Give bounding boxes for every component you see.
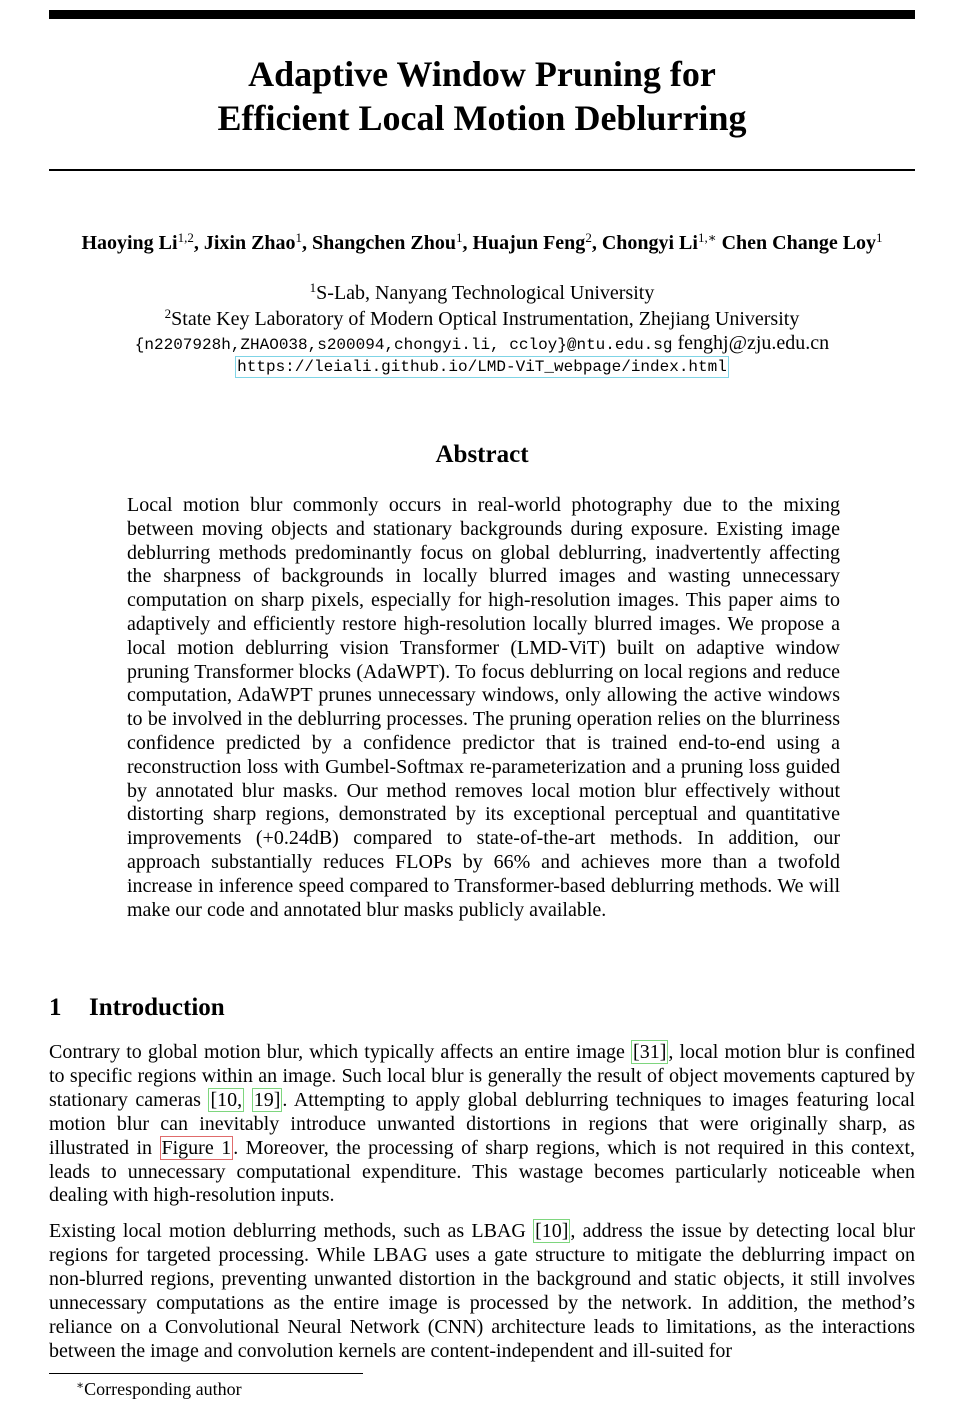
author-affiliation-mark: 1: [876, 230, 883, 245]
paragraph-text: . Attempting to apply global deblurring techniques to images featuring local motion blur can inevitably introduce unwanted distortions in regions that were originally sharp, as illustrated in: [49, 1088, 915, 1159]
affiliation-1: [0, 281, 964, 305]
affiliation-2: [0, 307, 964, 331]
author-affiliation-mark: 1: [456, 230, 463, 245]
affiliation-2-mark: 2: [164, 306, 172, 321]
author-name: Shangchen Zhou: [312, 232, 456, 254]
author-separator: ,: [302, 232, 313, 254]
affiliation-1-text: S-Lab, Nanyang Technological University: [316, 282, 655, 304]
paper-title: [49, 52, 915, 140]
citation-link[interactable]: [10,: [210, 1088, 243, 1111]
author-name: Jixin Zhao: [203, 232, 296, 254]
author-separator: ,: [462, 232, 473, 254]
author-name: Haoying Li: [81, 232, 178, 254]
section-heading-introduction: [49, 993, 225, 1023]
title-line-1: Adaptive Window Pruning for: [248, 54, 716, 94]
abstract-text: Local motion blur commonly occurs in real-world photography due to the mixing between moving objects and stationary backgrounds during exposure. Existing image deblurring methods predominantly focus on global deblurring, inadvertently affecting the sharpness of backgrounds in locally blurred images and wasting unnecessary computation on sharp pixels, especially for high-resolution images. This paper aims to adaptively and efficiently restore high-resolution locally blurred images. We propose a local motion deblurring vision Transformer (LMD-ViT) built on adaptive window pruning Transformer blocks (AdaWPT). To focus deblurring on local regions and reduce computation, AdaWPT prunes unnecessary windows, only allowing the active windows to be involved in the deblurring processes. The pruning operation relies on the blurriness confidence predicted by a confidence predictor that is trained end-to-end using a reconstruction loss with Gumbel-Softmax re-parameterization and a pruning loss guided by annotated blur masks. Our method removes local motion blur effectively without distorting sharp regions, demonstrated by its exceptional perceptual and quantitative improvements (+0.24dB) compared to state-of-the-art methods. In addition, our approach substantially reduces FLOPs by 66% and achieves more than a twofold increase in inference speed compared to Transformer-based deblurring methods. We will make our code and annotated blur masks publicly available.: [127, 494, 840, 921]
author-affiliation-mark: 1: [295, 230, 303, 245]
footnote-rule: [49, 1373, 363, 1374]
title-bottom-rule: [49, 169, 915, 171]
author-separator: ,: [591, 232, 602, 254]
author-affiliation-mark: 1,2: [177, 230, 194, 245]
footnote: [76, 1378, 242, 1400]
citation-link[interactable]: [31]: [633, 1041, 667, 1063]
author-name: Huajun Feng: [472, 232, 586, 254]
author-affiliation-mark: 1,∗: [697, 230, 717, 245]
paragraph-text: , address the issue by detecting local blur regions for targeted processing. While LBAG uses a gate structure to mitigate the deblurring impact on non-blurred regions, preventing unwanted distortion in the background and static objects, it still involves unnecessary computations as the entire image is processed by the network. In addition, the method’s reliance on a Convolutional Neural Network (CNN) architecture leads to limitations, as the interactions between the image and convolution kernels are content-independent and ill-suited for: [49, 1220, 915, 1362]
author-name: Chen Change Loy: [721, 232, 877, 254]
ntu-emails: {n2207928h,ZHAO038,s200094,chongyi.li, ccloy}@ntu.edu.sg: [134, 336, 673, 354]
project-url-line: [0, 356, 964, 378]
footnote-text: Corresponding author: [84, 1379, 242, 1399]
paragraph-text: . Moreover, the processing of sharp regions, which is not required in this context, leads to unnecessary computational expenditure. This wastage becomes particularly noticeable when dealing with high-resolution inputs.: [49, 1136, 916, 1207]
author-affiliation-mark: 2: [585, 230, 592, 245]
paragraph-text: , local motion blur is confined to specific regions within an image. Such local blur is generally the result of object movements captured by stationary cameras: [49, 1041, 915, 1111]
affiliation-2-text: State Key Laboratory of Modern Optical Instrumentation, Zhejiang University: [171, 308, 800, 330]
author-emails: [0, 331, 964, 357]
citation-link[interactable]: 19]: [253, 1088, 281, 1111]
paragraph-text: Existing local motion deblurring methods, such as LBAG: [49, 1220, 534, 1242]
affiliation-1-mark: 1: [309, 280, 317, 295]
author-list: [0, 230, 964, 256]
abstract-heading: Abstract: [435, 441, 529, 468]
author-name: Chongyi Li: [601, 232, 698, 254]
title-line-2: Efficient Local Motion Deblurring: [217, 98, 747, 138]
intro-paragraph-2: [49, 1220, 915, 1363]
citation-link[interactable]: [10]: [535, 1220, 569, 1242]
section-number: 1: [49, 994, 62, 1021]
intro-paragraph-1: [49, 1041, 915, 1208]
figure-reference-link[interactable]: Figure 1: [161, 1136, 232, 1159]
author-separator: ,: [193, 232, 204, 254]
paragraph-text: Contrary to global motion blur, which typically affects an entire image: [49, 1041, 632, 1063]
section-title: Introduction: [89, 994, 225, 1021]
top-rule: [49, 10, 915, 19]
footnote-mark: ∗: [76, 1378, 85, 1392]
zju-email: fenghj@zju.edu.cn: [677, 332, 830, 354]
project-url-link[interactable]: https://leiali.github.io/LMD-ViT_webpage/index.html: [237, 358, 727, 376]
